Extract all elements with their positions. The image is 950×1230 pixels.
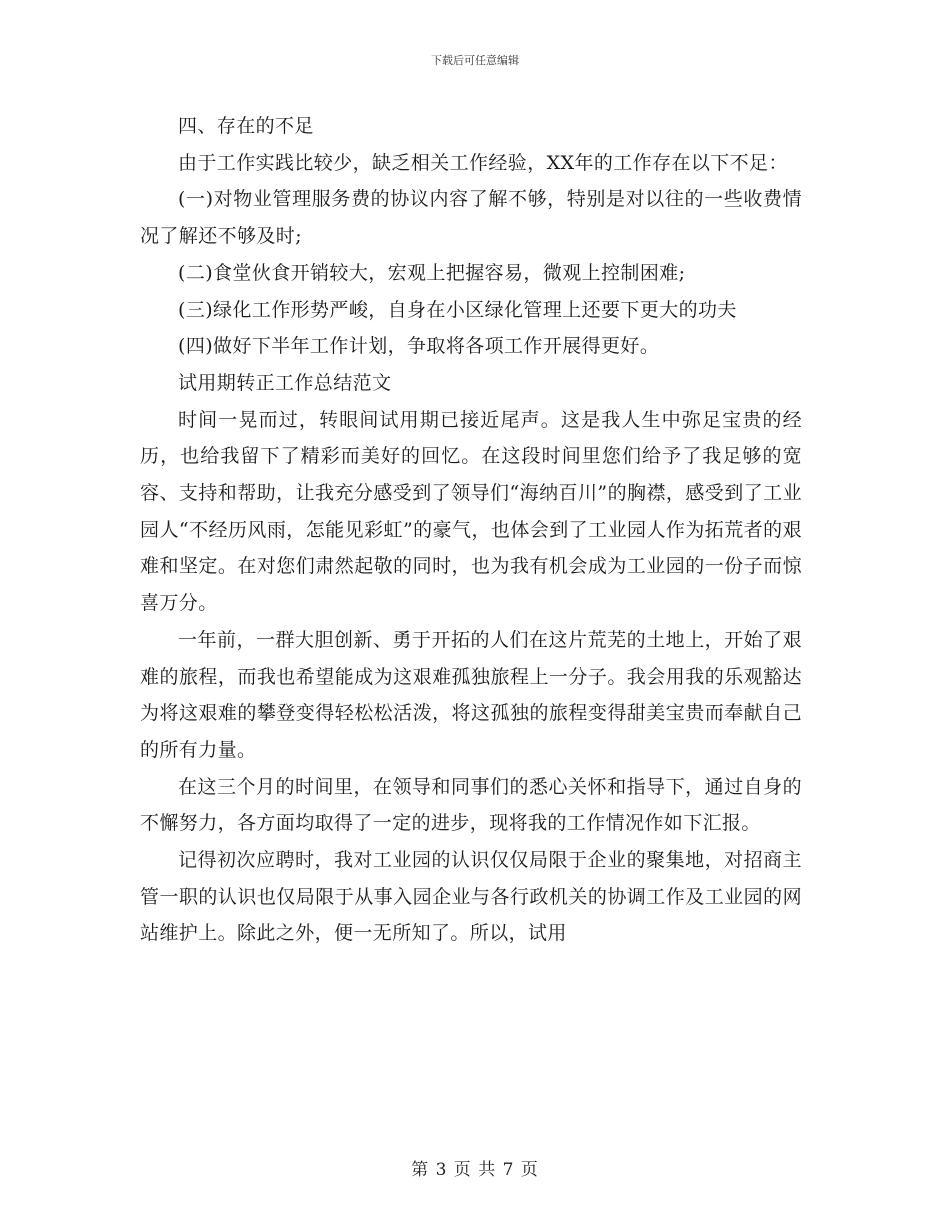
section-heading: 四、存在的不足: [178, 115, 314, 137]
paragraph: 在这三个月的时间里，在领导和同事们的悉心关怀和指导下，通过自身的不懈努力，各方面均取得了一定的进步，现将我的工作情况作如下汇报。: [140, 775, 802, 835]
paragraph: 时间一晃而过，转眼间试用期已接近尾声。这是我人生中弥足宝贵的经历，也给我留下了精彩而美好的回忆。在这段时间里您们给予了我足够的宽容、支持和帮助，让我充分感受到了领导们“海纳百川”的胸襟，感受到了工业园人“不经历风雨，怎能见彩虹”的豪气，也体会到了工业园人作为拓荒者的艰难和坚定。在对您们肃然起敬的同时，也为我有机会成为工业园的一份子而惊喜万分。: [140, 408, 802, 615]
document-body: [140, 108, 802, 952]
list-item: (三)绿化工作形势严峻，自身在小区绿化管理上还要下更大的功夫: [178, 298, 737, 321]
list-item: (四)做好下半年工作计划，争取将各项工作开展得更好。: [178, 335, 660, 358]
list-item: (二)食堂伙食开销较大，宏观上把握容易，微观上控制困难;: [178, 261, 686, 284]
paragraph: 由于工作实践比较少，缺乏相关工作经验，XX年的工作存在以下不足：: [178, 151, 788, 174]
page-number: 第 3 页 共 7 页: [411, 1160, 539, 1180]
paragraph: 记得初次应聘时，我对工业园的认识仅仅局限于企业的聚集地，对招商主管一职的认识也仅局限于从事入园企业与各行政机关的协调工作及工业园的网站维护上。除此之外，便一无所知了。所以，试用: [140, 849, 802, 945]
paragraph: 一年前，一群大胆创新、勇于开拓的人们在这片荒芜的土地上，开始了艰难的旅程，而我也希望能成为这艰难孤独旅程上一分子。我会用我的乐观豁达为将这艰难的攀登变得轻松松活泼，将这孤独的旅程变得甜美宝贵而奉献自己的所有力量。: [140, 628, 802, 761]
article-title: 试用期转正工作总结范文: [178, 371, 392, 394]
page-header: 下载后可任意编辑: [431, 54, 519, 67]
list-item: (一)对物业管理服务费的协议内容了解不够，特别是对以往的一些收费情况了解还不够及时;: [140, 188, 802, 248]
